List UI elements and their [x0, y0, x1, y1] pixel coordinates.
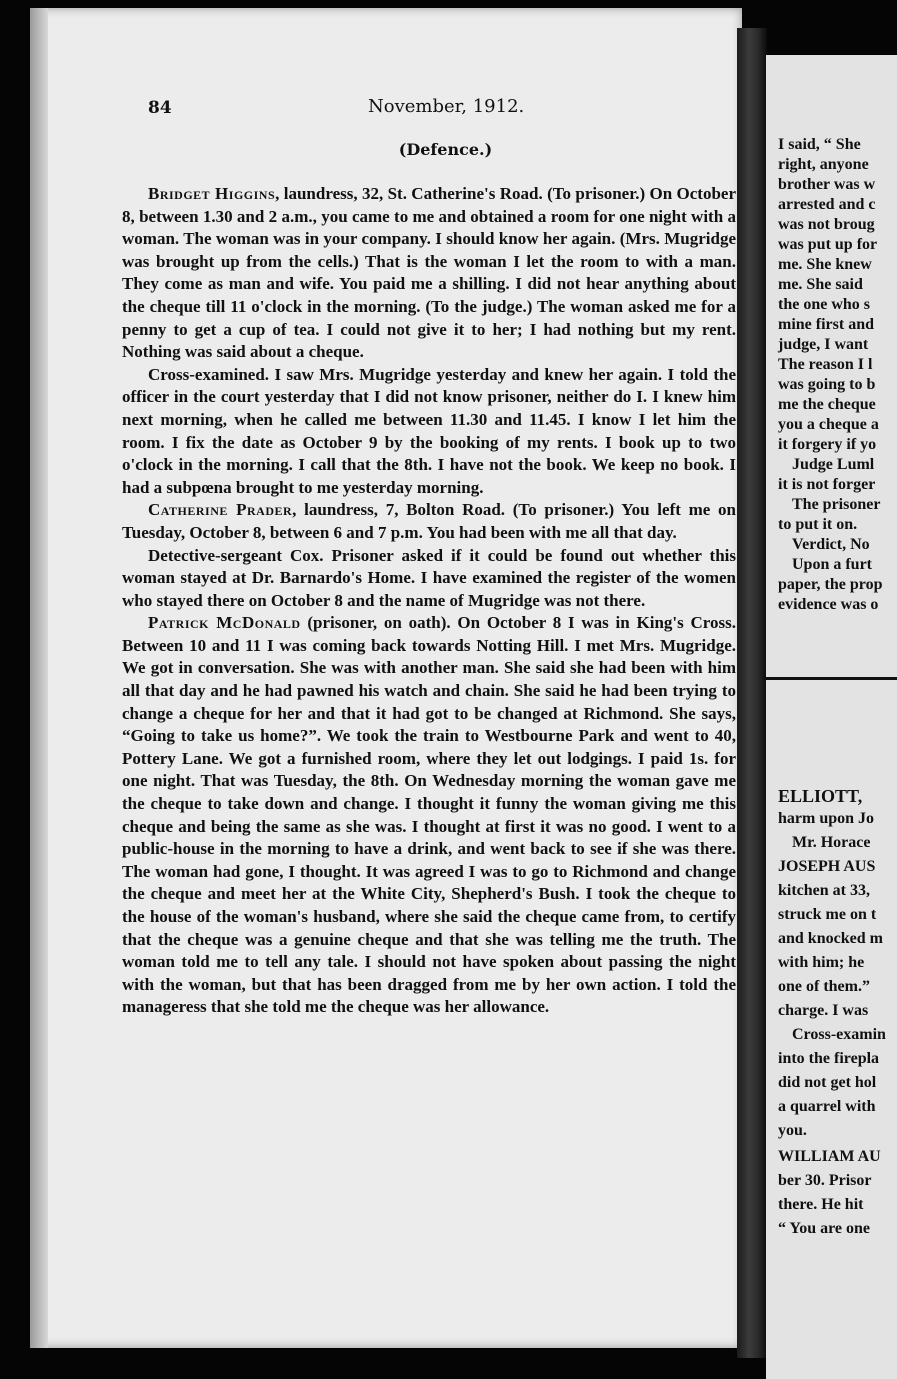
book-spine — [737, 28, 767, 1358]
paragraph — [122, 499, 736, 544]
right-column-line: ELLIOTT, — [778, 786, 863, 806]
right-column-line: paper, the prop — [778, 576, 883, 593]
right-column-line: me the cheque — [778, 396, 876, 413]
right-column-line: harm upon Jo — [778, 810, 875, 827]
right-column-line: Verdict, No — [792, 536, 870, 553]
right-column-line: one of them.” — [778, 978, 870, 995]
right-column-line: into the firepla — [778, 1050, 880, 1067]
right-column-line: was put up for — [778, 236, 878, 253]
section-heading-text: (Defence.) — [398, 140, 493, 159]
main-text-column — [122, 183, 736, 1019]
right-column-line: kitchen at 33, — [778, 882, 870, 899]
paragraph-text: , laundress, 32, St. Catherine's Road. (To prisoner.) On October 8, between 1.30 and 2 a.m., you came to me and obtained a room for one night with a woman. The woman was in your company. I should know her again. (Mrs. Mugridge was brought up from the cells.) That is the woman I let the room to with a man. They come as man and wife. You paid me a shilling. I did not hear anything about the cheque till 11 o'clock in the morning. (To the judge.) The woman asked me for a penny to get a cup of tea. I could not give it to her; I had nothing but my rent. Nothing was said about a cheque. — [122, 184, 736, 362]
right-column-line: I said, “ She — [778, 136, 861, 153]
right-column-line: you a cheque a — [778, 416, 879, 433]
witness-name: Catherine Prader — [148, 500, 293, 520]
right-column-line: me. She knew — [778, 256, 872, 273]
right-column-line: a quarrel with — [778, 1098, 876, 1115]
right-column-line: did not get hol — [778, 1074, 877, 1091]
right-column-line: with him; he — [778, 954, 865, 971]
paragraph-text: Detective-sergeant Cox. Prisoner asked if it could be found out whether this woman stayed at Dr. Barnardo's Home. I have examined the register of the women who stayed there on October 8 and the name of Mugridge was not there. — [122, 545, 736, 610]
right-column-line: was not broug — [778, 216, 875, 233]
right-column-line: to put it on. — [778, 516, 858, 533]
page-edge-shadow — [30, 8, 48, 1348]
witness-name: Patrick McDonald — [148, 613, 301, 633]
right-column-line: me. She said — [778, 276, 863, 293]
right-column-line: The prisoner — [792, 496, 881, 513]
right-column-line: you. — [778, 1122, 807, 1139]
section-divider-rule — [766, 677, 897, 680]
section-heading — [0, 140, 897, 159]
right-column-line: it forgery if yo — [778, 436, 877, 453]
right-column-line: and knocked m — [778, 930, 883, 947]
right-column-line: it is not forger — [778, 476, 876, 493]
right-column-line: there. He hit — [778, 1196, 864, 1213]
paragraph-text: Cross-examined. I saw Mrs. Mugridge yesterday and knew her again. I told the officer in the court yesterday that I did not know prisoner, neither do I. I knew him next morning, when he called me between 11.30 and 11.45. I know I let him the room. I fix the date as October 9 by the booking of my rents. I book up to two o'clock in the morning. I call that the 8th. I have not the book. We keep no book. I had a subpœna brought to me yesterday morning. — [122, 364, 736, 497]
right-column-line: Upon a furt — [792, 556, 873, 573]
page-number: 84 — [148, 98, 172, 118]
right-column-line: right, anyone — [778, 156, 869, 173]
right-column-line: was going to b — [778, 376, 876, 393]
right-column-line: Mr. Horace — [792, 834, 871, 851]
running-title: November, 1912. — [368, 96, 525, 117]
right-column-line: judge, I want — [778, 336, 869, 353]
right-column-line: mine first and — [778, 316, 874, 333]
paragraph — [122, 183, 736, 364]
paragraph — [122, 545, 736, 613]
right-column-line: JOSEPH AUS — [778, 858, 876, 875]
paragraph — [122, 364, 736, 500]
right-column-line: Cross-examin — [792, 1026, 886, 1043]
paragraph-text: (prisoner, on oath). On October 8 I was in King's Cross. Between 10 and 11 I was coming back towards Notting Hill. I met Mrs. Mugridge. We got in conversation. She was with another man. She said she had been with him all that day and he had pawned his watch and chain. She said he had been trying to change a cheque for her and that it had got to be changed at Richmond. She says, “Going to take us home?”. We took the train to Westbourne Park and went to 40, Pottery Lane. We got a furnished room, where they let out lodgings. I paid 1s. for one night. That was Tuesday, the 8th. On Wednesday morning the woman gave me the cheque to take down and change. I thought it funny the woman giving me this cheque and being the same as she was. I thought at first it was no good. I went to a public-house in the morning to have a drink, and went back to see if she was there. The woman had gone, I thought. It was agreed I was to go to Richmond and change the cheque and meet her at the White City, Shepherd's Bush. I took the cheque to the house of the woman's husband, where she said the cheque came from, to certify that the cheque was a genuine cheque and that she was telling me the truth. The woman told me to tell any tale. I should not have spoken about passing the night with the woman, but that has been dragged from me by her own action. I told the manageress that she told me the cheque was her allowance. — [122, 613, 736, 1017]
right-column-line: WILLIAM AU — [778, 1148, 881, 1165]
paragraph-text: , laundress, 7, Bolton Road. (To prisoner.) You left me on Tuesday, October 8, between 6 and 7 p.m. You had been with me all that day. — [122, 500, 736, 542]
right-column-line: ber 30. Prisor — [778, 1172, 872, 1189]
right-column-line: The reason I l — [778, 356, 873, 373]
right-column-line: the one who s — [778, 296, 871, 313]
right-column-line: charge. I was — [778, 1002, 869, 1019]
witness-name: Bridget Higgins — [148, 184, 276, 203]
right-column-line: arrested and c — [778, 196, 876, 213]
right-column-line: Judge Luml — [792, 456, 875, 473]
paragraph — [122, 612, 736, 1019]
right-column-line: struck me on t — [778, 906, 877, 923]
right-column-line: evidence was o — [778, 596, 879, 613]
right-column-line: “ You are one — [778, 1220, 870, 1237]
right-column-line: brother was w — [778, 176, 876, 193]
